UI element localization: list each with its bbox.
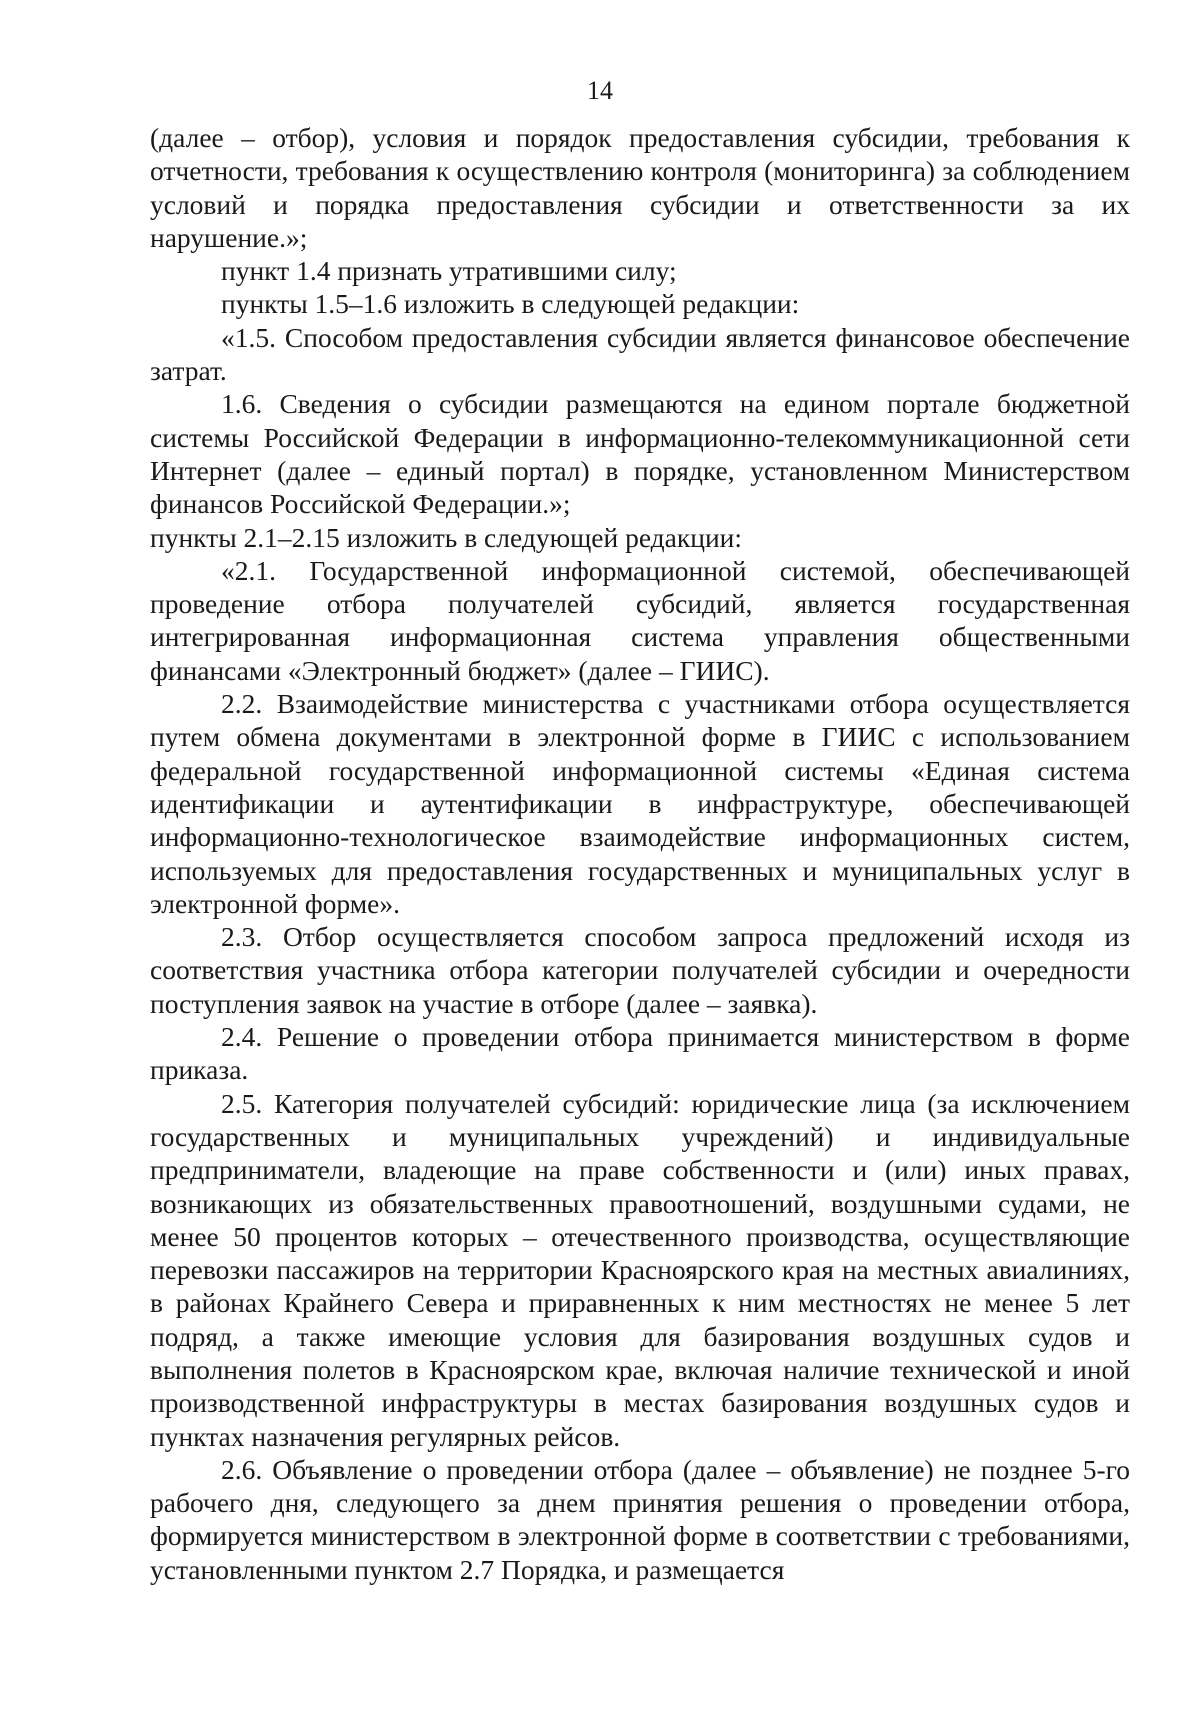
- paragraph-2-5: 2.5. Категория получателей субсидий: юридические лица (за исключением государственных и муниципальных учреждений) и индивидуальные предприниматели, владеющие на праве собственности и (или) иных правах, возникающих из обязательственных правоотношений, воздушными судами, не менее 50 процентов которых – отечественного производства, осуществляющие перевозки пассажиров на территории Красноярского края на местных авиалиниях, в районах Крайнего Севера и приравненных к ним местностях не менее 5 лет подряд, а также имеющие условия для базирования воздушных судов и выполнения полетов в Красноярском крае, включая наличие технической и иной производственной инфраструктуры в местах базирования воздушных судов и пунктах назначения регулярных рейсов.: [150, 1087, 1130, 1452]
- paragraph-1-6: 1.6. Сведения о субсидии размещаются на едином портале бюджетной системы Российской Федерации в информационно-телекоммуникационной сети Интернет (далее – единый портал) в порядке, установленном Министерством финансов Российской Федерации.»;: [150, 388, 1130, 520]
- paragraph-1-5: «1.5. Способом предоставления субсидии является финансовое обеспечение затрат.: [150, 321, 1130, 387]
- paragraph-continuation: (далее – отбор), условия и порядок предоставления субсидии, требования к отчетности, требования к осуществлению контроля (мониторинга) за соблюдением условий и порядка предоставления субсидии и ответственности за их нарушение.»;: [150, 122, 1130, 253]
- paragraph-2-1: «2.1. Государственной информационной системой, обеспечивающей проведение отбора получателей субсидий, является государственная интегрированная информационная система управления общественными финансами «Электронный бюджет» (далее – ГИИС).: [150, 554, 1130, 686]
- paragraph-2-6: 2.6. Объявление о проведении отбора (далее – объявление) не позднее 5-го рабочего дня, следующего за днем принятия решения о проведении отбора, формируется министерством в электронной форме в соответствии с требованиями, установленными пунктом 2.7 Порядка, и размещается: [150, 1453, 1130, 1585]
- document-body: [150, 121, 1130, 1586]
- paragraph-2-3: 2.3. Отбор осуществляется способом запроса предложений исходя из соответствия участника отбора категории получателей субсидии и очередности поступления заявок на участие в отборе (далее – заявка).: [150, 921, 1130, 1019]
- page-number: 14: [587, 76, 613, 105]
- paragraph-items-1-5-1-6: пункты 1.5–1.6 изложить в следующей редакции:: [221, 288, 800, 320]
- paragraph-item-1-4: пункт 1.4 признать утратившими силу;: [221, 255, 677, 287]
- paragraph-2-4: 2.4. Решение о проведении отбора принимается министерством в форме приказа.: [150, 1021, 1130, 1086]
- paragraph-2-2: 2.2. Взаимодействие министерства с участниками отбора осуществляется путем обмена документами в электронной форме в ГИИС с использованием федеральной государственной информационной системы «Единая система идентификации и аутентификации в инфраструктуре, обеспечивающей информационно-технологическое взаимодействие информационных систем, используемых для предоставления государственных и муниципальных услуг в электронной форме».: [150, 688, 1130, 919]
- paragraph-items-2-1-2-15: пункты 2.1–2.15 изложить в следующей редакции:: [150, 521, 743, 553]
